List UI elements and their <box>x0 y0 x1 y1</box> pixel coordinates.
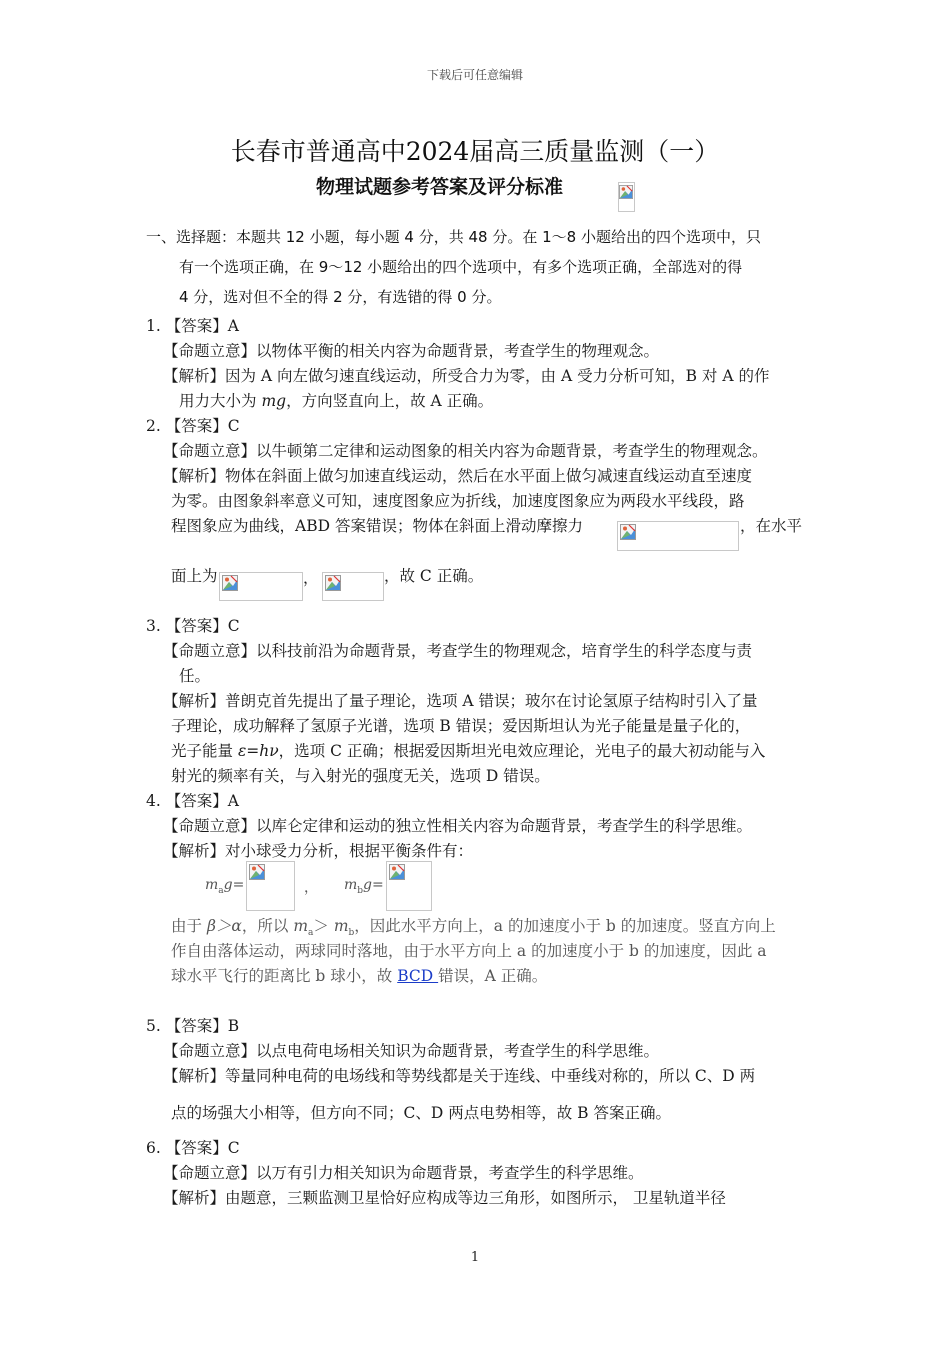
q2-analysis-3b: ，在水平 <box>740 517 803 535</box>
q4-c1-ma: m <box>293 917 309 935</box>
page-header: 下载后可任意编辑 <box>426 68 523 82</box>
q3-analysis-3c: ，选项 C 正确；根据爱因斯坦光电效应理论，光电子的最大初动能与入 <box>278 742 766 760</box>
q4-c3b: 错误，A 正确。 <box>438 967 548 985</box>
q4-c3a: 球水平飞行的距离比 b 球小，故 <box>171 967 398 985</box>
broken-image-icon <box>619 185 633 199</box>
q4-equation-separator: ， <box>304 880 318 896</box>
q2-analysis-3: 程图象应为曲线，ABD 答案错误；物体在斜面上滑动摩擦力 <box>171 517 583 535</box>
q3-analysis-4: 射光的频率有关，与入射光的强度无关，选项 D 错误。 <box>171 767 550 785</box>
q4-conclusion-1 <box>171 914 776 938</box>
q3-analysis-3a: 光子能量 <box>171 742 238 760</box>
q1-analysis-2a: 用力大小为 <box>179 392 262 410</box>
q4-equation-b <box>344 877 384 896</box>
q4-c1a: 由于 <box>171 917 207 935</box>
q4-c1-rest: ，因此水平方向上，a 的加速度小于 b 的加速度。竖直方向上 <box>354 917 776 935</box>
broken-image-icon <box>620 524 636 540</box>
q4-eq-a-sub: a <box>218 885 224 896</box>
document-subtitle: 物理试题参考答案及评分标准 <box>316 176 564 198</box>
q4-formula-image-a <box>246 861 295 911</box>
q1-answer: 1. 【答案】A <box>146 317 239 335</box>
bcd-link[interactable]: BCD <box>397 967 439 985</box>
q2-answer: 2. 【答案】C <box>146 417 240 435</box>
q2-analysis-1: 【解析】物体在斜面上做匀加速直线运动，然后在水平面上做匀减速直线运动直至速度 <box>163 467 753 485</box>
q1-analysis-2c: ，方向竖直向上，故 A 正确。 <box>286 392 494 410</box>
q3-answer: 3. 【答案】C <box>146 617 240 635</box>
q3-analysis-1: 【解析】普朗克首先提出了量子理论，选项 A 错误；玻尔在讨论氢原子结构时引入了量 <box>163 692 758 710</box>
broken-image-icon <box>222 575 238 591</box>
q4-formula-image-b <box>386 861 432 911</box>
q4-eq-a-m: m <box>205 877 219 893</box>
q1-analysis-mg: mg <box>261 392 287 410</box>
page-number: 1 <box>470 1250 480 1265</box>
broken-image-icon <box>249 864 265 880</box>
q4-eq-b-sub: b <box>357 885 364 896</box>
q5-analysis-2: 点的场强大小相等，但方向不同；C、D 两点电势相等，故 B 答案正确。 <box>171 1104 671 1122</box>
q4-c1-ma-sub: a <box>308 928 314 939</box>
q2-analysis-4b: ， <box>303 569 319 587</box>
q4-analysis-1: 【解析】对小球受力分析，根据平衡条件有： <box>163 842 474 860</box>
broken-image-icon <box>325 575 341 591</box>
q4-c1-mb: m <box>333 917 349 935</box>
q2-analysis-4c: ，故 C 正确。 <box>384 567 484 585</box>
q4-answer: 4. 【答案】A <box>146 792 239 810</box>
q4-c1-gt: ＞ <box>313 917 334 935</box>
broken-image-icon <box>389 864 405 880</box>
q4-intent: 【命题立意】以库仑定律和运动的独立性相关内容为命题背景，考查学生的科学思维。 <box>163 817 753 835</box>
q1-analysis-2 <box>179 389 493 411</box>
q3-analysis-3 <box>171 739 765 761</box>
q4-c1-angles: β＞α <box>206 917 242 935</box>
subtitle-image <box>618 182 635 212</box>
q1-analysis-1: 【解析】因为 A 向左做匀速直线运动，所受合力为零，由 A 受力分析可知，B 对 A 的作 <box>163 367 770 385</box>
q4-c1-mb-sub: b <box>348 928 355 939</box>
q4-eq-b-rest: g= <box>363 877 384 893</box>
q2-formula-image-2 <box>219 572 303 601</box>
q6-analysis-1: 【解析】由题意，三颗监测卫星恰好应构成等边三角形，如图所示， 卫星轨道半径 <box>163 1189 726 1207</box>
section-heading-line-3: 4 分，选对但不全的得 2 分，有选错的得 0 分。 <box>179 288 502 306</box>
q6-intent: 【命题立意】以万有引力相关知识为命题背景，考查学生的科学思维。 <box>163 1164 644 1182</box>
q2-formula-image-1 <box>617 521 739 551</box>
q1-intent: 【命题立意】以物体平衡的相关内容为命题背景，考查学生的物理观念。 <box>163 342 660 360</box>
q3-intent-2: 任。 <box>179 667 211 685</box>
q5-intent: 【命题立意】以点电荷电场相关知识为命题背景，考查学生的科学思维。 <box>163 1042 660 1060</box>
q4-conclusion-2: 作自由落体运动，两球同时落地，由于水平方向上 a 的加速度小于 b 的加速度，因此 a <box>171 942 767 960</box>
section-heading-line-2: 有一个选项正确，在 9～12 小题给出的四个选项中，有多个选项正确，全部选对的得 <box>179 258 743 276</box>
q3-analysis-2: 子理论，成功解释了氢原子光谱，选项 B 错误；爱因斯坦认为光子能量是量子化的， <box>171 717 751 735</box>
q4-eq-a-rest: g= <box>223 877 245 893</box>
q2-formula-image-3 <box>322 572 384 601</box>
q5-answer: 5. 【答案】B <box>146 1017 240 1035</box>
q4-c1c: ，所以 <box>241 917 294 935</box>
q5-analysis-1: 【解析】等量同种电荷的电场线和等势线都是关于连线、中垂线对称的，所以 C、D 两 <box>163 1067 756 1085</box>
q4-eq-b-m: m <box>344 877 358 893</box>
q3-photon-energy-formula: ε=hν <box>237 742 279 760</box>
q2-intent: 【命题立意】以牛顿第二定律和运动图象的相关内容为命题背景，考查学生的物理观念。 <box>163 442 768 460</box>
q4-conclusion-3 <box>171 964 547 986</box>
section-heading-line-1: 一、选择题：本题共 12 小题，每小题 4 分，共 48 分。在 1～8 小题给出的四个选项中，只 <box>146 228 761 246</box>
document-title: 长春市普通高中2024届高三质量监测（一） <box>230 137 720 166</box>
q4-equation-a <box>205 877 244 896</box>
q2-analysis-4a: 面上为 <box>171 567 218 585</box>
q2-analysis-2: 为零。由图象斜率意义可知，速度图象应为折线，加速度图象应为两段水平线段，路 <box>171 492 745 510</box>
q6-answer: 6. 【答案】C <box>146 1139 240 1157</box>
q3-intent-1: 【命题立意】以科技前沿为命题背景，考查学生的物理观念，培育学生的科学态度与责 <box>163 642 753 660</box>
